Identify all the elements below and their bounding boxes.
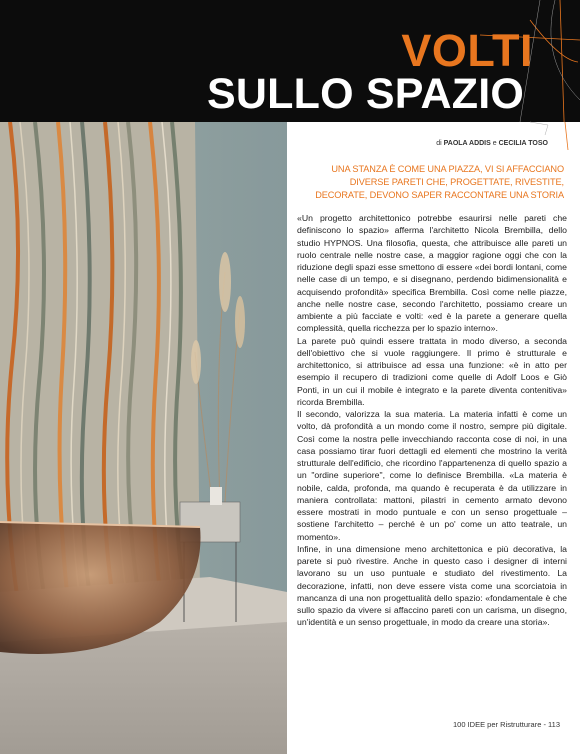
body-paragraph: «Un progetto architettonico potrebbe esaurirsi nelle pareti che definiscono lo spazio» afferma l'architetto Nicola Brembilla, dello studio HYPNOS. Una filosofia, questa, che attribuisce alle pareti un ruolo centrale nelle nostre case, a maggior ragione oggi che con la riduzione degli spazi esse smettono di essere «dei bordi lontani, come nelle case di un tempo, e si disegnano, perdendo bidimensionalità e acquisendo profondità» specifica Brembilla. Così come nelle piazze, anche nelle nostre case, secondo l'architetto, possiamo creare un ambiente a più facciate e volti: «ed è la parete a generare quella complessità, quella ricchezza per lo spazio interno». [297,213,567,334]
page-footer: 100 IDEE per Ristrutturare - 113 [453,720,560,729]
body-paragraph: La parete può quindi essere trattata in modo diverso, a seconda dell'obiettivo che si vuole raggiungere. Il primo è strutturale e architettonico, si attribuisce ad essa una funzione: «è in atto per esempio il recupero di tradizioni come quelle di Adolf Loos e Giò Ponti, in un cui il mobile è integrato e la parete diventa contenitiva» ricorda Brembilla. [297,335,567,407]
article-body [297,212,567,629]
body-paragraph: Il secondo, valorizza la sua materia. La materia infatti è come un volto, dà profondità a un mondo come il nostro, sempre più digitale. Così come la nostra pelle invecchiando racconta cose di noi, in una casa possiamo tirar fuori dettagli ed elementi che mostrino la verità strutturale dell'edificio, che ricordino l'appartenenza di quello spazio a un "ordine superiore", come lo definisce Brembilla. «La materia è nobile, calda, profonda, ma quando è recuperata è da utilizzare in maniera controllata: mattoni, pilastri in cemento armato devono essere mostrati in modo puntuale e con un senso progettuale – sostiene l'architetto – perché è un po' come un atto teatrale, un momento». [297,409,567,542]
byline [300,140,548,147]
byline-separator: e [490,140,499,147]
byline-prefix: di [436,140,444,147]
interior-photo [0,122,287,754]
headline-sullo-spazio: SULLO SPAZIO [207,70,524,118]
author-1: PAOLA ADDIS [443,140,491,147]
headline-volti: VOLTI [401,25,533,76]
author-2: CECILIA TOSO [498,140,548,147]
article-subtitle: UNA STANZA È COME UNA PIAZZA, VI SI AFFACCIANO DIVERSE PARETI CHE, PROGETTATE, RIVESTITE, DECORATE, DEVONO SAPER RACCONTARE UNA STORIA [315,164,564,200]
body-paragraph: Infine, in una dimensione meno architettonica e più decorativa, la parete si può rivestire. Anche in questo caso i designer di interni lavorano su un uso puntuale e studiato del rivestimento. La decorazione, infatti, non deve essere vista come una scorciatoia in mancanza di una non progettualità dello spazio: «fondamentale è che sullo spazio da vivere si affaccino pareti con un carisma, un disegno, un'identità e un senso progettuale, in modo da creare una storia». [297,543,567,628]
